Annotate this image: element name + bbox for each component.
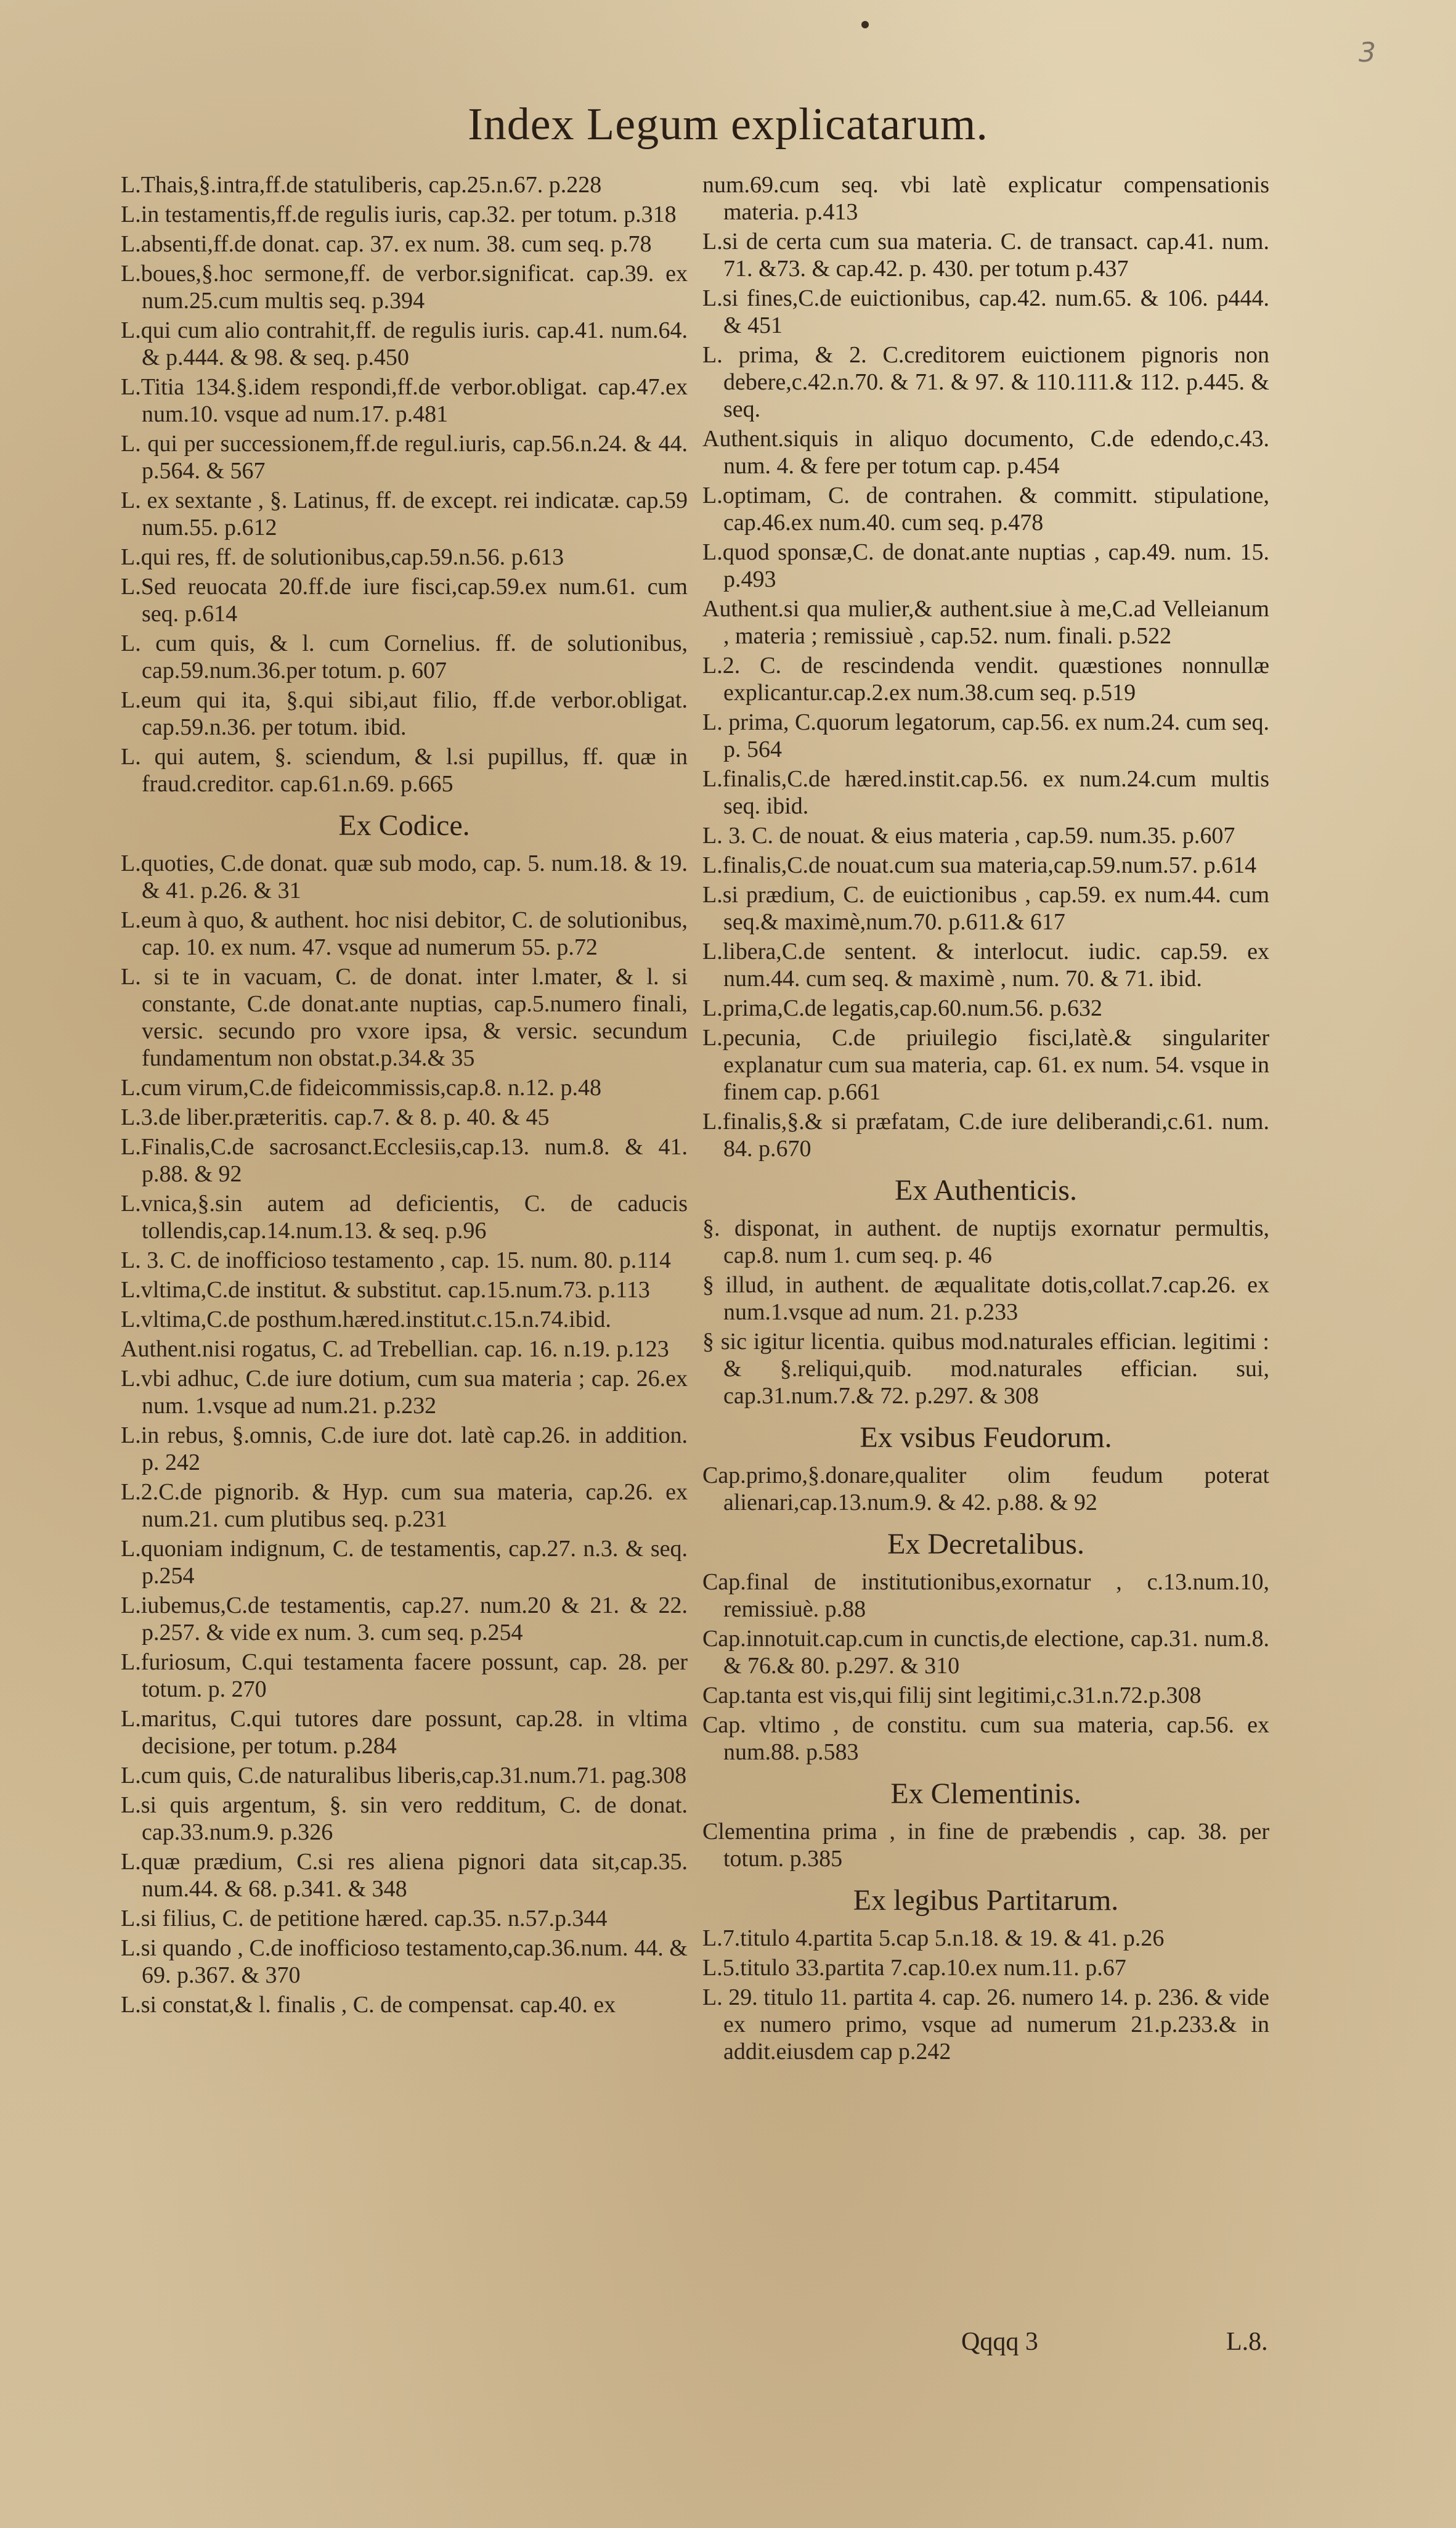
index-entry: L.cum virum,C.de fideicommissis,cap.8. n.12. p.48 <box>121 1075 601 1101</box>
index-entry: L.vltima,C.de institut. & substitut. cap.15.num.73. p.113 <box>121 1277 650 1303</box>
index-entry: L.Sed reuocata 20.ff.de iure fisci,cap.59.ex num.61. cum seq. p.614 <box>121 574 688 627</box>
index-entry: Authent.siquis in aliquo documento, C.de edendo,c.43. num. 4. & fere per totum cap. p.454 <box>702 426 1269 479</box>
index-entry: L.in rebus, §.omnis, C.de iure dot. latè cap.26. in addition. p. 242 <box>121 1422 688 1475</box>
index-entry: L.2.C.de pignorib. & Hyp. cum sua materia, cap.26. ex num.21. cum plutibus seq. p.231 <box>121 1479 688 1532</box>
index-entry: Cap.innotuit.cap.cum in cunctis,de electione, cap.31. num.8. & 76.& 80. p.297. & 310 <box>702 1626 1269 1679</box>
index-entry: Authent.nisi rogatus, C. ad Trebellian. cap. 16. n.19. p.123 <box>121 1336 669 1362</box>
index-entry: L.vbi adhuc, C.de iure dotium, cum sua materia ; cap. 26.ex num. 1.vsque ad num.21. p.232 <box>121 1366 688 1419</box>
index-entry: num.69.cum seq. vbi latè explicatur compensationis materia. p.413 <box>702 172 1269 225</box>
right-column <box>702 171 1269 2068</box>
index-entry: L.si fines,C.de euictionibus, cap.42. num.65. & 106. p444. & 451 <box>702 285 1269 338</box>
index-entry: L.7.titulo 4.partita 5.cap 5.n.18. & 19. & 41. p.26 <box>702 1925 1165 1951</box>
index-entry: L.Thais,§.intra,ff.de statuliberis, cap.25.n.67. p.228 <box>121 172 602 198</box>
index-entry: L. 3. C. de nouat. & eius materia , cap.59. num.35. p.607 <box>702 823 1235 849</box>
index-entry: L. qui autem, §. sciendum, & l.si pupillus, ff. quæ in fraud.creditor. cap.61.n.69. p.665 <box>121 744 688 797</box>
catchword: L.8. <box>1226 2328 1268 2356</box>
index-entry: L.2. C. de rescindenda vendit. quæstiones nonnullæ explicantur.cap.2.ex num.38.cum seq. p.519 <box>702 653 1269 706</box>
index-entry: L. cum quis, & l. cum Cornelius. ff. de solutionibus, cap.59.num.36.per totum. p. 607 <box>121 630 688 683</box>
heading-codice: Ex Codice. <box>338 809 470 842</box>
index-entry: Cap. vltimo , de constitu. cum sua materia, cap.56. ex num.88. p.583 <box>702 1712 1269 1765</box>
index-entry: L.si prædium, C. de euictionibus , cap.59. ex num.44. cum seq.& maximè,num.70. p.611.& 617 <box>702 882 1269 935</box>
heading-decretalibus: Ex Decretalibus. <box>887 1528 1084 1560</box>
index-entry: § sic igitur licentia. quibus mod.naturales effician. legitimi : & §.reliqui,quib. mod.naturales effician. sui, cap.31.num.7.& 72. p.297. & 308 <box>702 1329 1269 1409</box>
feudorum-entry-list <box>702 1462 1269 1516</box>
index-entry: L. prima, & 2. C.creditorem euictionem pignoris non debere,c.42.n.70. & 71. & 97. & 110.111.& 112. p.445. & seq. <box>702 342 1269 422</box>
index-entry: L.si de certa cum sua materia. C. de transact. cap.41. num. 71. &73. & cap.42. p. 430. per totum p.437 <box>702 229 1269 282</box>
heading-clementinis: Ex Clementinis. <box>890 1777 1081 1810</box>
clementinis-entry-list <box>702 1818 1269 1872</box>
index-entry: Cap.primo,§.donare,qualiter olim feudum poterat alienari,cap.13.num.9. & 42. p.88. & 92 <box>702 1462 1269 1515</box>
index-entry: L.cum quis, C.de naturalibus liberis,cap.31.num.71. pag.308 <box>121 1763 687 1788</box>
decretalibus-entry-list <box>702 1568 1269 1766</box>
index-entry: L.quoniam indignum, C. de testamentis, cap.27. n.3. & seq. p.254 <box>121 1536 688 1589</box>
index-entry: L. qui per successionem,ff.de regul.iuris, cap.56.n.24. & 44. p.564. & 567 <box>121 431 688 484</box>
index-entry: L.absenti,ff.de donat. cap. 37. ex num. 38. cum seq. p.78 <box>121 231 652 257</box>
ink-dot <box>861 21 869 28</box>
index-entry: L.boues,§.hoc sermone,ff. de verbor.significat. cap.39. ex num.25.cum multis seq. p.394 <box>121 261 688 314</box>
index-entry: § illud, in authent. de æqualitate dotis,collat.7.cap.26. ex num.1.vsque ad num. 21. p.233 <box>702 1272 1269 1325</box>
partitarum-entry-list <box>702 1925 1269 2065</box>
index-entry: L. 29. titulo 11. partita 4. cap. 26. numero 14. p. 236. & vide ex numero primo, vsque ad numerum 21.p.233.& in addit.eiusdem cap p.242 <box>702 1984 1269 2065</box>
index-entry: Authent.si qua mulier,& authent.siue à me,C.ad Velleianum , materia ; remissiuè , cap.52. num. finali. p.522 <box>702 596 1269 649</box>
index-entry: L.qui cum alio contrahit,ff. de regulis iuris. cap.41. num.64. & p.444. & 98. & seq. p.450 <box>121 317 688 370</box>
index-entry: L.pecunia, C.de priuilegio fisci,latè.& singulariter explanatur cum sua materia, cap. 61. ex num. 54. vsque in finem cap. p.661 <box>702 1025 1269 1105</box>
index-entry: L.iubemus,C.de testamentis, cap.27. num.20 & 21. & 22. p.257. & vide ex num. 3. cum seq. p.254 <box>121 1592 688 1645</box>
index-entry: Clementina prima , in fine de præbendis , cap. 38. per totum. p.385 <box>702 1819 1269 1872</box>
index-entry: L.si quis argentum, §. sin vero redditum, C. de donat. cap.33.num.9. p.326 <box>121 1792 688 1845</box>
index-entry: L.si filius, C. de petitione hæred. cap.35. n.57.p.344 <box>121 1906 608 1931</box>
index-entry: L.eum à quo, & authent. hoc nisi debitor, C. de solutionibus, cap. 10. ex num. 47. vsque ad numerum 55. p.72 <box>121 907 688 960</box>
left-column <box>121 171 688 2021</box>
page-title: Index Legum explicatarum. <box>468 99 988 150</box>
index-entry: L.optimam, C. de contrahen. & committ. stipulatione, cap.46.ex num.40. cum seq. p.478 <box>702 483 1269 536</box>
heading-partitarum: Ex legibus Partitarum. <box>853 1884 1119 1917</box>
heading-feudorum: Ex vsibus Feudorum. <box>860 1421 1112 1454</box>
heading-authenticis: Ex Authenticis. <box>895 1174 1077 1207</box>
index-entry: L. ex sextante , §. Latinus, ff. de except. rei indicatæ. cap.59 num.55. p.612 <box>121 487 688 540</box>
index-entry: L.prima,C.de legatis,cap.60.num.56. p.632 <box>702 995 1103 1021</box>
index-entry: L.Finalis,C.de sacrosanct.Ecclesiis,cap.13. num.8. & 41. p.88. & 92 <box>121 1134 688 1187</box>
index-entry: L.finalis,C.de hæred.instit.cap.56. ex num.24.cum multis seq. ibid. <box>702 766 1269 819</box>
index-entry: L. 3. C. de inofficioso testamento , cap. 15. num. 80. p.114 <box>121 1247 671 1273</box>
index-entry: Cap.final de institutionibus,exornatur , c.13.num.10, remissiuè. p.88 <box>702 1569 1269 1622</box>
right-entry-list <box>702 171 1269 1162</box>
index-entry: §. disponat, in authent. de nuptijs exornatur permultis, cap.8. num 1. cum seq. p. 46 <box>702 1215 1269 1268</box>
index-entry: L.quoties, C.de donat. quæ sub modo, cap. 5. num.18. & 19. & 41. p.26. & 31 <box>121 850 688 903</box>
index-entry: Cap.tanta est vis,qui filij sint legitimi,c.31.n.72.p.308 <box>702 1682 1202 1708</box>
index-entry: L.in testamentis,ff.de regulis iuris, cap.32. per totum. p.318 <box>121 202 677 227</box>
index-entry: L.si constat,& l. finalis , C. de compensat. cap.40. ex <box>121 1992 616 2018</box>
index-entry: L.furiosum, C.qui testamenta facere possunt, cap. 28. per totum. p. 270 <box>121 1649 688 1702</box>
index-entry: L.vnica,§.sin autem ad deficientis, C. de caducis tollendis,cap.14.num.13. & seq. p.96 <box>121 1191 688 1244</box>
codice-entry-list <box>121 850 688 2018</box>
index-entry: L.5.titulo 33.partita 7.cap.10.ex num.11. p.67 <box>702 1955 1126 1981</box>
index-entry: L.3.de liber.præteritis. cap.7. & 8. p. 40. & 45 <box>121 1104 550 1130</box>
index-entry: L.si quando , C.de inofficioso testamento,cap.36.num. 44. & 69. p.367. & 370 <box>121 1935 688 1988</box>
index-entry: L.Titia 134.§.idem respondi,ff.de verbor.obligat. cap.47.ex num.10. vsque ad num.17. p.481 <box>121 374 688 427</box>
index-entry: L.quod sponsæ,C. de donat.ante nuptias , cap.49. num. 15. p.493 <box>702 539 1269 592</box>
index-entry: L.libera,C.de sentent. & interlocut. iudic. cap.59. ex num.44. cum seq. & maximè , num. 70. & 71. ibid. <box>702 939 1269 992</box>
index-entry: L. si te in vacuam, C. de donat. inter l.mater, & l. si constante, C.de donat.ante nuptias, cap.5.numero finali, versic. secundo pro vxore ipsa, & versic. secundum fundamentum non obstat.p.34.& 35 <box>121 964 688 1071</box>
signature-mark: Qqqq 3 <box>961 2328 1038 2356</box>
page-mark: 3 <box>1359 37 1376 68</box>
index-entry: L.vltima,C.de posthum.hæred.institut.c.15.n.74.ibid. <box>121 1307 611 1332</box>
index-entry: L.maritus, C.qui tutores dare possunt, cap.28. in vltima decisione, per totum. p.284 <box>121 1706 688 1759</box>
index-entry: L.finalis,C.de nouat.cum sua materia,cap.59.num.57. p.614 <box>702 852 1257 878</box>
left-entry-list <box>121 171 688 797</box>
index-entry: L.qui res, ff. de solutionibus,cap.59.n.56. p.613 <box>121 544 564 570</box>
index-entry: L.quæ prædium, C.si res aliena pignori data sit,cap.35. num.44. & 68. p.341. & 348 <box>121 1849 688 1902</box>
authenticis-entry-list <box>702 1215 1269 1409</box>
index-entry: L.finalis,§.& si præfatam, C.de iure deliberandi,c.61. num. 84. p.670 <box>702 1109 1269 1162</box>
index-entry: L. prima, C.quorum legatorum, cap.56. ex num.24. cum seq. p. 564 <box>702 709 1269 762</box>
index-entry: L.eum qui ita, §.qui sibi,aut filio, ff.de verbor.obligat. cap.59.n.36. per totum. ibid. <box>121 687 688 740</box>
